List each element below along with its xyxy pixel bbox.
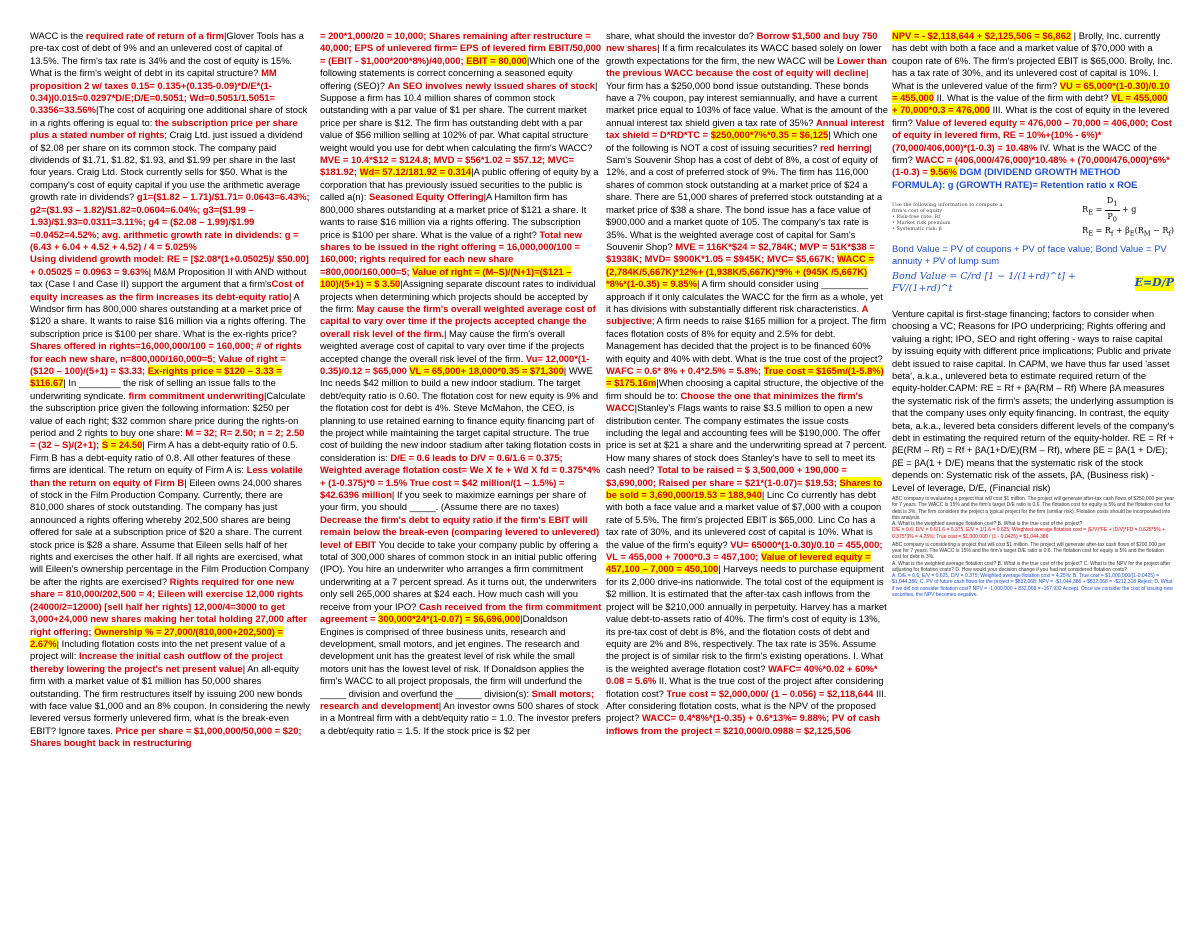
bond-value-definition: Bond Value = PV of coupons + PV of face value; Bond Value = PV annuity + PV of lump sum xyxy=(892,243,1167,267)
highlighted-answer: Shares to be sold = 3,690,000/19.53 = 188,940 xyxy=(606,476,883,501)
column-1 xyxy=(30,30,312,920)
question-text: | Your firm has a $250,000 bond issue outstanding. These bonds have a 7% coupon, pay interest semiannually, and have a current market price equal to 103% of face value. What is the amount of the annual interest tax shield given a tax rate of 35%? xyxy=(606,67,888,128)
question-text: |A public offering of equity by a corporation that has previously issued securities to the public is called a(n): xyxy=(320,166,599,203)
formula-notes: Use the following information to compute a firm's cost of equity • Risk-free rate: Rf • Market risk premium • Systematic risk: β xyxy=(892,202,1003,233)
answer: Less volatile than the return on equity of Firm B xyxy=(30,464,303,488)
answer: WAFC= 40%*0.02 + 60%* 0.08 = 5.6% xyxy=(606,662,878,687)
highlighted-answer: Ownership % = 27,000/(810,000+202,500) = 2.67% xyxy=(30,625,283,649)
answer: M = 32; R= 2.50; n = 2; 2.50 = (32 – S)/(2+1); xyxy=(30,427,305,451)
example-answer: D/E = 0.6; D/V = 0.6/1.6 = 0.375, E/V = 1/1.6 = 0.625; Weighted average flotation cost = (E/V)*FE + (D/V)*FD = 0.625*5% + 0.375*3% = 4.25%; True cost = $1,000,000 / (1 - 0.0425) = $1,044,386 xyxy=(892,527,1165,540)
question-text: |When choosing a capital structure, the objective of the firm should be to: xyxy=(606,377,884,401)
highlighted-answer: WACC = (2,784K/5,667K)*12%+ (1,938K/5,667K)*9% + (945K /5,667K) *8%*(1-0.35) = 9.85% xyxy=(606,253,874,290)
text-block xyxy=(892,243,1174,268)
question-text: ; A firm needs to raise $165 million for a project. The firm faces flotation costs of 8% for equity and 2.5% for debt. Management has decided that the project is to be financed 60% with equity and 40% with debt. What is the true cost of the project? xyxy=(606,315,887,364)
question-text: II. What is the true cost of the project after considering flotation cost? xyxy=(606,675,884,699)
answer: Total new shares to be issued in the right offering = 16,000,000/100 = 160,000; rights required for each new share =800,000/160,000=5; xyxy=(320,228,582,277)
question-text: You decide to take your company public by offering a total of 300,000 shares of common stock in an initial public offering (IPO). You hire an underwriter who arranges a firm commitment underwriting at a 7 percent spread. As it turns out, the underwriters only sell 265,000 shares at $24 each. How much cash will you receive from your IPO? xyxy=(320,538,599,612)
text-block xyxy=(606,30,888,737)
question-text: | M&M Proposition II with AND without tax (Case I and Case II) support the argument that a firm's xyxy=(30,265,307,290)
question-text: |Assigning separate discount rates to individual projects when determining which projects should be accepted by the firm: xyxy=(320,278,596,314)
example-problem-text: ABC company is evaluating a project that will cost $1 million. The project will generate after-tax cash flows of $250,000 per year for 7 years. The WACC is 15% and the firm's target D/E ratio is 0.6. The flotation cost for equity is 5% and the flotation cost for debt is 3%. The firm considers the project a typical project for the firm (similar risk). Flotation costs should be incorporated into this analysis. xyxy=(892,496,1174,521)
answer: Price per share = $1,000,000/50,000 = $20; Shares bought back in restructuring xyxy=(30,724,302,749)
question-text: | An all-equity firm with a market value of $1 million has 50,000 shares outstanding. The firm restructures itself by issuing 200 new bonds with face value $1,000 and an 8% coupon. In considering the newly levered versus formerly unlevered firm, what is the break-even EBIT? Ignore taxes. xyxy=(30,662,310,736)
column-4 xyxy=(892,30,1174,920)
question-text: |Glover Tools has a pre-tax cost of debt of 9% and an unlevered cost of capital of 13.5%. The firm's tax rate is 34% and the cost of equity is 15%. What is the firm's weight of debt in its capital structure? xyxy=(30,30,304,79)
answer: WACC= 0.4*8%*(1-0.35) + 0.6*13%= 9.88%; PV of cash inflows from the project = $210,000/0.0988 = $2,125,506 xyxy=(606,712,880,736)
answer: Increase the initial cash outflow of the project thereby lowering the project's net present value xyxy=(30,650,283,674)
dgm-formula: $R_E$ = $\frac{D_1}{P_0}$ + g $R_E = R_f + \beta_E(R_M - R_f)$ xyxy=(1082,196,1174,238)
highlighted-answer: EBIT = 80,000 xyxy=(466,54,527,66)
question-text: ; Craig Ltd. just issued a dividend of $2.08 per share on its common stock. The company paid dividends of $1.71, $1.82, $1.93, and $1.99 per share in the last four years. Craig Ltd. Stock currently sells for $50. What is the company's cost of equity capital if you use the arithmetic average growth rate in dividends? xyxy=(30,129,303,203)
answer: firm commitment underwriting xyxy=(128,389,264,401)
highlighted-answer: 300,000*24*(1-0.07) = $6,696,000 xyxy=(378,613,521,625)
highlighted-answer: Ex-rights price = $120 – 3.33 = $116.67 xyxy=(30,364,282,389)
highlighted-answer: True cost = $165m/(1-5.8%) = $175.16m xyxy=(606,364,884,389)
formula-heading: DGM (DIVIDEND GROWTH METHOD FORMULA): g (GROWTH RATE)= Retention ratio x ROE xyxy=(892,166,1138,190)
example-question: A. What is the weighted average flotation cost? B. What is the true cost of the project? xyxy=(892,521,1083,528)
highlighted-answer: Value of levered equity = 457,100 – 7,000 = 450,100 xyxy=(606,551,871,575)
dgm-formula-box xyxy=(892,195,1174,239)
answer: VU= 65000*(1-0.30)/0.10 = 455,000; VL = 455,000 + 7000*0.3 = 457,100; xyxy=(606,538,883,563)
answer: Rights required for one new share = 810,000/202,500 = 4; Eileen will exercise 12,000 rights (24000/2=12000) [sell half her rights] 12,000/4=3000 to get 3,000+24,000 new shares making her total holding 27,000 after right offering; xyxy=(30,575,307,637)
answer: Annual interest tax shield = D*RD*TC = xyxy=(606,116,885,141)
answer: Using dividend growth model: RE = [$2.08*(1+0.05025)/ $50.00] + 0.05025 = 0.0963 = 9.63% xyxy=(30,253,309,277)
answer: Borrow $1,500 and buy 750 new shares xyxy=(606,30,878,54)
example-problem-1 xyxy=(892,496,1174,540)
question-text: | WWE Inc needs $42 million to build a new indoor stadium. The target debt/equity ratio is 0.60. The flotation cost for new equity is 9% and the flotation cost for debt is 4%. Steve McMahon, the CEO, is planning to use retained earning to finance equity financing part of the project while maintaining the target capital structure. The true cost of building the new indoor stadium after taking flotation costs in consideration is: xyxy=(320,364,601,463)
bond-formula: Bond Value = C/rd [1 − 1/(1+rd)^t] + FV/(1+rd)^t xyxy=(892,270,1076,295)
question-text: | Eileen owns 24,000 shares of stock in the Film Production Company. Currently, there are 810,000 shares of stock outstanding. The company has just announced a rights offering whereby 202,500 shares are being offered for sale at a subscription price of $20 a share. The current stock price is $28 a share. Assume that Eileen sells half of her rights and exercises the other half. If all rights are exercised, what will Eileen's ownership percentage in the Film Production Company be after the rights are exercised? xyxy=(30,476,310,587)
question-text: II. What is the value of the firm with debt? xyxy=(933,92,1112,104)
answer: Lower than the previous WACC because the cost of equity will decline xyxy=(606,54,888,79)
answer: WAFC = 0.6* 8% + 0.4*2.5% = 5.8%; xyxy=(606,364,764,376)
answer: WACC = (406,000/476,000)*10.48% + (70,000/476,000)*6%*(1-0.3) = xyxy=(892,154,1170,178)
answer: g1=($1.82 – 1.71)/$1.71= 0.0643=6.43%; g2=($1.93 – 1.82)/$1.82=0.0604=6.04%; g3=($1.99 – 1.93)/$1.93=0.0311=3.11%; g4 = ($2.08 – 1.99)/$1.99 =0.0452=4.52%; avg. arithmetic growth rate in dividends: g = (6.43 + 6.04 + 4.52 + 4.52) / 4 = 5.025% xyxy=(30,191,310,252)
question-text: | A Windsor firm has 800,000 shares outstanding at a market price of $120 a share. It wants to raise $16 million via a rights offering. The subscription price is $100 per share. What is the ex-rights price? xyxy=(30,290,306,339)
dividend-yield-formula: E=D/P xyxy=(1134,276,1174,290)
question-text: |Donaldson Engines is comprised of three business units, research and development, small motors, and jet engines. The research and development unit has the greatest level of risk while the small motors unit has the lowest level of risk. If Donaldson applies the firm's WACC to all project proposals, the firm will underfund the _____ division and overfund the _____ division(s): xyxy=(320,613,585,699)
bond-value-formula xyxy=(892,271,1174,296)
question-text: | If you seek to maximize earnings per share of your firm, you should _____. (Assume there are no taxes) xyxy=(320,489,587,513)
answer: Shares offered in rights=16,000,000/100 = 160,000; # of rights for each new share, n=800,000/160,000=5; Value of right = ($120 – 100)/(5+1) = $3.33; xyxy=(30,340,302,376)
question-text: | Brolly, Inc. currently has debt with both a face and a market value of $70,000 with a coupon rate of 6%. The firm's projected EBIT is $65,000. Brolly, Inc. has a tax rate of 30%, and its unlevered cost of capital is 10%. I. What is the unlevered value of the firm? xyxy=(892,30,1173,91)
answer: = 200*1,000/20 = 10,000; Shares remaining after restructure = 40,000; EPS of unlevered firm= EPS of levered firm EBIT/50,000 = (EBIT - $1,000*200*8%)/40,000; xyxy=(320,30,602,66)
question-text: | A firm should consider using _________ approach if it only calculates the WACC for the firm as a whole, yet it has divisions with substantially different risk characteristics. xyxy=(606,278,883,314)
answer: MM proposition 2 w/ taxes 0.15= 0.135+(0.135-0.09)*D/E*(1-0.34)|0.015=0.0297*D/E;D/E=0.5051; Wd=0.5051/1.5051= 0.3356=33.56% xyxy=(30,67,277,116)
text: WACC is the xyxy=(30,30,86,41)
answer: Choose the one that minimizes the firm's WACC xyxy=(606,389,863,414)
highlighted-answer: VL = 65,000+ 18,000*0.35 = $71,300 xyxy=(409,364,564,376)
example-answer: A. D/E = 0.6; E/V = 0.625, D/V = 0.375; Weighted average flotation cost = 4.25%; B. True cost = $1,000,000/(1-0.0425) = $1,044,386; C. PV of future cash flows for the project = $832,068; NPV = -$1,044,386 + $832,068 = -$212,318 Reject; D. What if we did not consider flotation cost? NPV = -1,000,000 + 832,068 = -167,932 Accept. Once we consider the cost of issuing new securities, the NPV becomes negative. xyxy=(892,573,1173,598)
answer: Cash received from the firm commitment agreement = xyxy=(320,600,602,625)
highlighted-answer: 9.56% xyxy=(930,166,957,178)
question-text: |The cost of acquiring one additional share of stock in a rights offering is equal to: xyxy=(30,104,308,128)
answer: Decrease the firm's debt to equity ratio if the firm's EBIT will remain below the break-even (comparing levered to unlevered) level of EBIT xyxy=(320,513,600,550)
text-block xyxy=(320,30,602,737)
question-text: III. What is the cost of equity in the levered firm? xyxy=(892,104,1170,128)
highlighted-answer: S = 24.50 xyxy=(101,439,143,451)
question-text: | Sam's Souvenir Shop has a cost of debt of 8%, a cost of equity of 12%, and a cost of preferred stock of 9%. The firm has 116,000 shares of common stock outstanding at a market price of $24 a share. There are 51,000 shares of preferred stock outstanding at a market price of $38 a share. The bond issue has a face value of $900,000 and a market quote of 105. The company's tax rate is 35%. What is the weighted average cost of capital for Sam's Souvenir Shop? xyxy=(606,141,883,252)
column-2 xyxy=(320,30,602,920)
example-problem-2 xyxy=(892,542,1174,598)
answer: Total to be raised = $ 3,500,000 + 190,000 = $3,690,000; Raised per share = $21*(1-0.07)= $19.53; xyxy=(606,464,847,488)
question-text: | Suppose a firm has 10.4 million shares of common stock outstanding with a par value of $1 per share. The current market price per share is $12. The firm has outstanding debt with a par value of $56 million selling at 102% of par. What capital structure weight would you use for debt when calculating the firm's WACC? xyxy=(320,79,598,153)
answer: True cost = $2,000,000/ (1 – 0.056) = $2,118,644 xyxy=(666,687,874,699)
question-text: share, what should the investor do? xyxy=(606,30,757,41)
answer: Value of levered equity = 476,000 – 70,000 = 406,000; Cost of equity in levered firm, RE = 10%+(10% - 6%)* (70,000/406,000)*(1-0.3) = 10.48% xyxy=(892,116,1172,153)
highlighted-answer: VL = 455,000 + 70,000*0.3 = 476,000 xyxy=(892,92,1168,116)
text-block xyxy=(892,308,1174,494)
question-text: |A Hamilton firm has 800,000 shares outstanding at a market price of $121 a share. It wants to raise $16 million via a rights offering. The subscription price is $100 per share. What is the value of a right? xyxy=(320,191,587,240)
text-block xyxy=(892,30,1174,191)
question-text: |Which one of the following statements is correct concerning a seasoned equity offering (SEO)? xyxy=(320,54,600,91)
example-question: A. What is the weighted average flotation cost? B. What is the true cost of the project? C. What is the NPV for the project after adjusting for flotation costs? D. How would your decision change if you had not considered flotation costs? xyxy=(892,560,1171,573)
answer: Seasoned Equity Offering xyxy=(368,191,484,203)
question-text: III. After considering flotation costs, what is the NPV of the proposed project? xyxy=(606,687,887,724)
question-text: | Including flotation costs into the net present value of a project will: xyxy=(30,637,286,662)
text-block xyxy=(30,30,312,750)
question-text: | Firm A has a debt-equity ratio of 0.5. Firm B has a debt-equity ratio of 0.8. All other features of these firms are identical. The return on equity of Firm A is: xyxy=(30,439,298,476)
question-text: | In ________ the risk of selling an issue falls to the underwriting syndicate. xyxy=(30,377,276,401)
question-text: |Stanley's Flags wants to raise $3.5 million to open a new distribution center. The company estimates the issue costs including the legal and accounting fees will be $190,000. The offer price is set at $21 a share and the underwriting spread at 7 percent. How many shares of stock does Stanley's have to sell to meet its cash need? xyxy=(606,402,887,476)
capm-notes: Venture capital is first-stage financing; factors to consider when choosing a VC; Reasons for IPO underpricing; Rights offering and valuing a right; IPO, SEO and right offering - ways to raise capital by issuing equity with different price implications; Public and private debt issued to raise capital. In CAPM, we have thus far used 'asset beta', a.k.a., unlevered beta to estimate required return of the equity-holder.CAPM: RE = Rf + βA(RM – Rf) Where βA measures the systematic risk of the firm's assets; the underlying assumption is that the company uses only equity financing. In contrast, the equity beta, a.k.a., levered beta considers different levels of the company's debt in estimating the required return of the equity-holder. RE = Rf + βE(RM – Rf) = Rf + βA(1+D/E)(RM – Rf), where βE = βA(1 + D/E); βE = βA(1 + D/E) means that the systematic risk of the stock depends on: Systematic risk of the assets, βA, (Business risk) -Level of leverage, D/E, (Financial risk) xyxy=(892,307,1174,493)
question-text: | May cause the firm's overall weighted average cost of capital to vary over time if the projects accepted change the overall risk level of the firm. xyxy=(320,327,585,364)
answer: Cost of equity increases as the firm increases its debt-equity ratio xyxy=(30,278,304,302)
highlighted-answer: Wd= 57.12/181.92 = 0.314 xyxy=(359,166,472,178)
answer: red herring xyxy=(820,141,870,153)
answer: MVE = 116K*$24 = $2,784K; MVP = 51K*$38 = $1938K; MVD= $900K*1.05 = $945K; MVC= $5,667K; xyxy=(606,240,875,265)
column-3 xyxy=(606,30,888,920)
question-text: |Calculate the subscription price given the following information: $250 per value of each right; $32 common share price during the rights-on period and 2 rights to buy one share: xyxy=(30,389,306,438)
question-text: | Which one of the following is NOT a cost of issuing securities? xyxy=(606,129,878,153)
answer: the subscription price per share plus a stated number of rights xyxy=(30,116,298,141)
answer: D/E = 0.6 leads to D/V = 0.6/1.6 = 0.375; Weighted average flotation cost= We X fe + Wd X fd = 0.375*4% + (1-0.375)*0 = 1.5% True cost = $42 million/(1 – 1.5%) = $42.6396 million xyxy=(320,451,601,501)
highlighted-answer: $250,000*7%*0.35 = $6,125 xyxy=(710,129,829,141)
question-text: | Linc Co currently has debt with both a face value and a market value of $7,000 with a coupon rate of 5.5%. The firm's projected EBIT is $65,000. Linc Co has a tax rate of 30%, and its unlevered cost of capital is 10%. What is the value of the firm's equity? xyxy=(606,489,882,550)
highlighted-answer: NPV = - $2,118,644 + $2,125,506 = $6,862 xyxy=(892,30,1072,41)
answer: Vu= 12,000*(1-0.35)/0.12 = $65,000 xyxy=(320,352,590,376)
example-problem-text: ABC company is considering a project that will cost $1 million. The project will generate after-tax cash flows of $200,000 per year for 7 years. The WACC is 15% and the firm's target D/E ratio is 0.6. The flotation cost for equity is 5% and the flotation cost for debt is 3%. xyxy=(892,541,1166,561)
answer: An SEO involves newly issued shares of stock xyxy=(387,79,595,91)
highlighted-answer: Value of right = (M–S)/(N+1)=($121 – 100)/(5+1) = $ 3.50 xyxy=(320,265,572,290)
highlighted-answer: VU = 65,000*(1-0.30)/0.10 = 455,000 xyxy=(892,79,1170,104)
answer: Small motors; research and development xyxy=(320,687,595,711)
answer: May cause the firm's overall weighted average cost of capital to vary over time if the projects accepted change the overall risk level of the firm. xyxy=(320,302,596,339)
question-text: | An investor owns 500 shares of stock in a Montreal firm with a debt/equity ratio = 1.0. The investor prefers a debt/equity ratio = 1.5. If the stock price is $2 per xyxy=(320,699,601,736)
question-text: | Harveys needs to purchase equipment for its 2,000 drive-ins nationwide. The total cost of the equipment is $2 million. It is estimated that the after-tax cash inflows from the project will be $210,000 annually in perpetuity. Harvey has a market value debt-to-assets ratio of 40%. The firm's cost of equity is 13%, its pre-tax cost of debt is 8%, and the flotation costs of debt and equity are 2% and 8%, respectively. The tax rate is 35%. Assume the project is of similar risk to the firm's existing operations. I. What is the weighted average flotation cost? xyxy=(606,563,887,674)
question-text: | If a firm recalculates its WACC based solely on lower growth expectations for the firm, the new WACC will be xyxy=(606,42,882,66)
answer: MVE = 10.4*$12 = $124.8; MVD = $56*1.02 = $57.12; MVC= $181.92; xyxy=(320,154,575,178)
answer: A subjective xyxy=(606,302,869,327)
question-text: IV. What is the WACC of the firm? xyxy=(892,141,1157,166)
answer: required rate of return of a firm xyxy=(85,30,224,41)
